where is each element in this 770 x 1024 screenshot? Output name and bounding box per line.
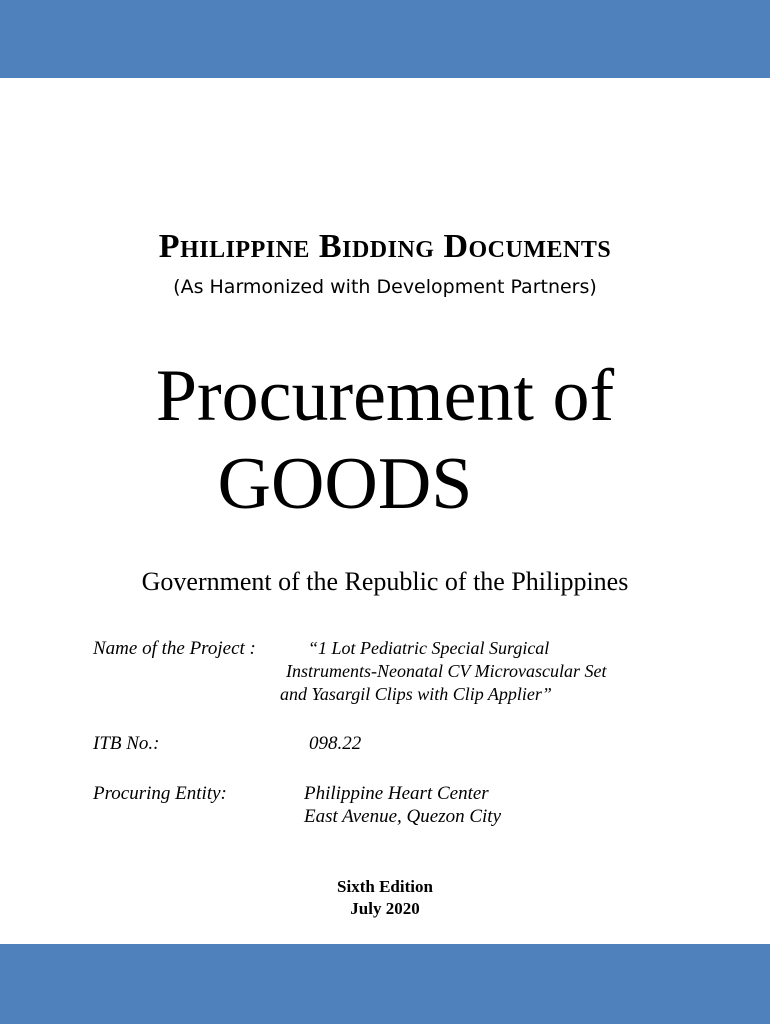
procuring-entity-address: East Avenue, Quezon City	[304, 806, 502, 827]
main-title-line1: Procurement of	[155, 355, 615, 437]
footer-band	[0, 944, 770, 1024]
project-value-line1: “1 Lot Pediatric Special Surgical	[308, 638, 550, 658]
project-value-line2: Instruments-Neonatal CV Microvascular Set	[286, 661, 607, 681]
project-separator: :	[244, 638, 256, 659]
project-name-label	[93, 637, 256, 660]
document-title: Philippine Bidding Documents	[158, 228, 612, 265]
itb-number-value: 098.22	[309, 733, 362, 754]
procuring-entity-label: Procuring Entity:	[93, 783, 227, 804]
main-title	[0, 352, 770, 528]
document-subtitle: (As Harmonized with Development Partners)	[173, 276, 597, 298]
main-title-line2: GOODS	[217, 443, 473, 525]
project-name-value	[280, 637, 606, 706]
project-value-line3: and Yasargil Clips with Clip Applier”	[280, 684, 552, 704]
edition-label: Sixth Edition	[337, 877, 433, 896]
edition-block	[0, 876, 770, 920]
procuring-entity-name: Philippine Heart Center	[304, 783, 489, 804]
procuring-entity-value	[304, 782, 501, 828]
itb-number-label: ITB No.:	[93, 733, 160, 754]
header-band	[0, 0, 770, 78]
project-label-text: Name of the Project	[93, 638, 245, 659]
government-name: Government of the Republic of the Philippines	[141, 567, 629, 596]
edition-date: July 2020	[350, 899, 420, 918]
